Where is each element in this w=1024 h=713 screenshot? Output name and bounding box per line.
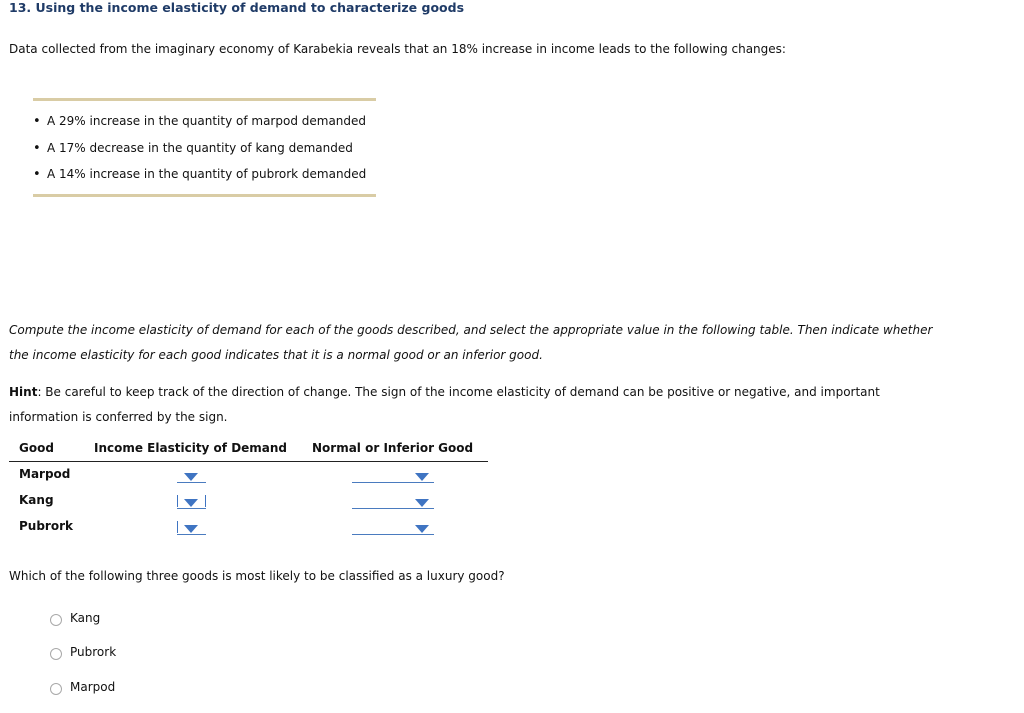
chevron-down-icon [184,473,198,481]
option-label-pubrork[interactable]: Pubrork [70,645,117,659]
header-normal-inferior: Normal or Inferior Good [312,441,474,455]
radio-pubrork[interactable] [50,648,62,660]
option-label-kang[interactable]: Kang [70,611,101,625]
row-label-marpod: Marpod [19,467,71,481]
table-header-rule [9,461,488,462]
list-item: • A 29% increase in the quantity of marpod demanded [33,114,367,129]
elasticity-dropdown-marpod[interactable] [177,469,206,483]
list-item: • A 14% increase in the quantity of pubrork demanded [33,167,367,182]
row-label-kang: Kang [19,493,54,507]
luxury-question: Which of the following three goods is most likely to be classified as a luxury good? [9,569,505,583]
type-dropdown-pubrork[interactable] [352,521,434,535]
bullet-icon: • [33,114,41,129]
radio-marpod[interactable] [50,683,62,695]
list-item: • A 17% decrease in the quantity of kang demanded [33,140,353,156]
chevron-down-icon [184,525,198,533]
intro-text: Data collected from the imaginary economy of Karabekia reveals that an 18% increase in income leads to the following changes: [9,42,786,56]
chevron-down-icon [415,499,429,507]
changes-list [33,112,366,192]
bullet-icon: • [33,167,41,182]
hint: Hint: Be careful to keep track of the direction of change. The sign of the income elasticity of demand can be positive or negative, and important information is conferred by the sign. [9,385,880,424]
elasticity-dropdown-pubrork[interactable] [177,521,206,535]
page-title: 13. Using the income elasticity of demand to characterize goods [9,0,465,15]
radio-kang[interactable] [50,614,62,626]
elasticity-dropdown-kang[interactable] [177,495,206,509]
chevron-down-icon [184,499,198,507]
top-divider [33,98,376,101]
row-label-pubrork: Pubrork [19,519,73,533]
chevron-down-icon [415,525,429,533]
instructions: Compute the income elasticity of demand for each of the goods described, and select the appropriate value in the following table. Then indicate whether the income elasticity for each good indicates that it is a normal good or an inferior good. [9,323,933,362]
option-label-marpod[interactable]: Marpod [70,680,116,694]
type-dropdown-marpod[interactable] [352,469,434,483]
chevron-down-icon [415,473,429,481]
bottom-divider [33,194,376,197]
bullet-icon: • [33,140,41,156]
type-dropdown-kang[interactable] [352,495,434,509]
header-good: Good [19,441,54,455]
header-elasticity: Income Elasticity of Demand [94,441,288,455]
